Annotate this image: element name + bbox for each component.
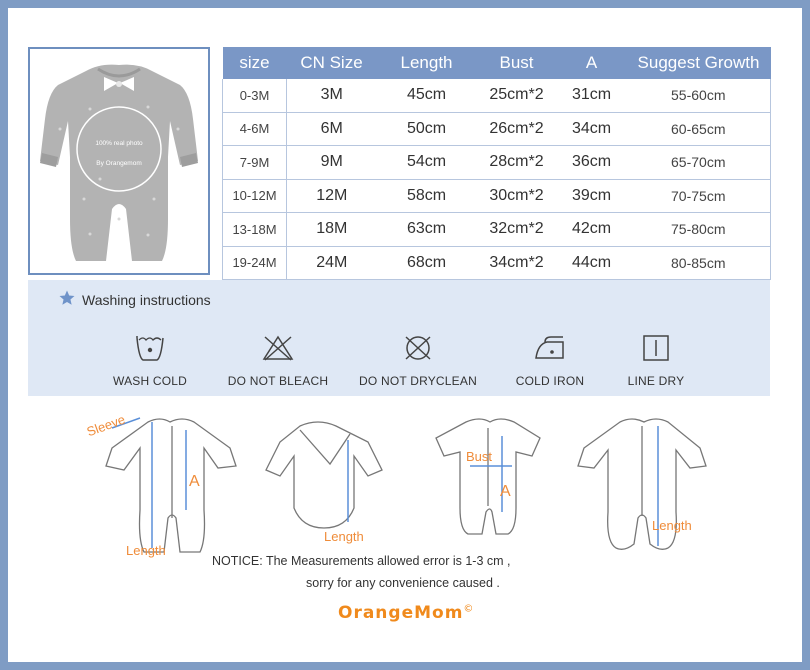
header-cn-size: CN Size	[287, 47, 377, 79]
table-cell: 7-9M	[223, 146, 287, 180]
table-cell: 63cm	[377, 213, 477, 247]
table-row	[223, 112, 771, 146]
washing-title: Washing instructions	[82, 292, 211, 308]
table-cell: 13-18M	[223, 213, 287, 247]
header-size: size	[223, 47, 287, 79]
table-cell: 32cm*2	[477, 213, 557, 247]
table-cell: 25cm*2	[477, 79, 557, 112]
table-cell: 31cm	[557, 79, 627, 112]
table-row	[223, 213, 771, 247]
table-cell: 34cm*2	[477, 246, 557, 280]
star-icon	[58, 289, 76, 307]
table-cell: 24M	[287, 246, 377, 280]
table-cell: 30cm*2	[477, 179, 557, 213]
header-bust: Bust	[477, 47, 557, 79]
table-cell: 26cm*2	[477, 112, 557, 146]
notice-line1: NOTICE: The Measurements allowed error is 1-3 cm ,	[212, 554, 511, 568]
table-cell: 42cm	[557, 213, 627, 247]
a-label-2: A	[500, 483, 511, 500]
copyright-mark: ©	[463, 603, 475, 615]
watermark-line1: 100% real photo	[95, 140, 143, 147]
line-dry-item	[586, 334, 726, 388]
table-row	[223, 179, 771, 213]
no-bleach-label: DO NOT BLEACH	[227, 374, 329, 388]
table-row	[223, 146, 771, 180]
table-cell: 60-65cm	[627, 112, 771, 146]
table-cell: 3M	[287, 79, 377, 112]
wash-cold-item	[80, 334, 220, 388]
table-header-row	[223, 47, 771, 79]
header-length: Length	[377, 47, 477, 79]
wash-cold-label: WASH COLD	[112, 374, 188, 388]
table-cell: 44cm	[557, 246, 627, 280]
table-cell: 68cm	[377, 246, 477, 280]
table-cell: 45cm	[377, 79, 477, 112]
length-label-3: Length	[652, 518, 692, 533]
table-cell: 9M	[287, 146, 377, 180]
table-cell: 36cm	[557, 146, 627, 180]
notice-line2: sorry for any convenience caused .	[306, 576, 500, 590]
a-label-1: A	[189, 473, 200, 490]
no-bleach-item	[208, 334, 348, 388]
no-dryclean-icon	[401, 334, 435, 362]
header-suggest-growth: Suggest Growth	[627, 47, 771, 79]
size-chart-table	[222, 47, 771, 280]
watermark-line2: By Orangemom	[96, 160, 142, 167]
table-cell: 10-12M	[223, 179, 287, 213]
table-cell: 12M	[287, 179, 377, 213]
length-label-1: Length	[126, 543, 166, 558]
product-photo	[28, 47, 210, 275]
table-cell: 28cm*2	[477, 146, 557, 180]
washing-instructions-panel	[28, 280, 770, 396]
table-cell: 55-60cm	[627, 79, 771, 112]
bust-label: Bust	[466, 449, 493, 464]
table-cell: 58cm	[377, 179, 477, 213]
line-dry-icon	[641, 334, 671, 362]
table-cell: 18M	[287, 213, 377, 247]
table-cell: 6M	[287, 112, 377, 146]
table-cell: 80-85cm	[627, 246, 771, 280]
brand-logo	[338, 603, 474, 623]
table-cell: 70-75cm	[627, 179, 771, 213]
no-bleach-icon	[261, 334, 295, 362]
table-cell: 75-80cm	[627, 213, 771, 247]
no-dryclean-label: DO NOT DRYCLEAN	[359, 374, 477, 388]
brand-name: OrangeMom	[338, 603, 464, 623]
table-cell: 34cm	[557, 112, 627, 146]
header-a: A	[557, 47, 627, 79]
table-cell: 4-6M	[223, 112, 287, 146]
table-cell: 50cm	[377, 112, 477, 146]
sleeve-label: Sleeve	[84, 411, 128, 440]
table-cell: 54cm	[377, 146, 477, 180]
wash-cold-icon	[135, 334, 165, 362]
line-dry-label: LINE DRY	[627, 374, 685, 388]
table-cell: 39cm	[557, 179, 627, 213]
length-label-2: Length	[324, 529, 364, 544]
table-cell: 0-3M	[223, 79, 287, 112]
cold-iron-label: COLD IRON	[515, 374, 585, 388]
table-cell: 19-24M	[223, 246, 287, 280]
romper-image	[30, 49, 208, 273]
table-row	[223, 79, 771, 112]
no-dryclean-item	[348, 334, 488, 388]
table-row	[223, 246, 771, 280]
cold-iron-icon	[533, 334, 567, 362]
table-cell: 65-70cm	[627, 146, 771, 180]
